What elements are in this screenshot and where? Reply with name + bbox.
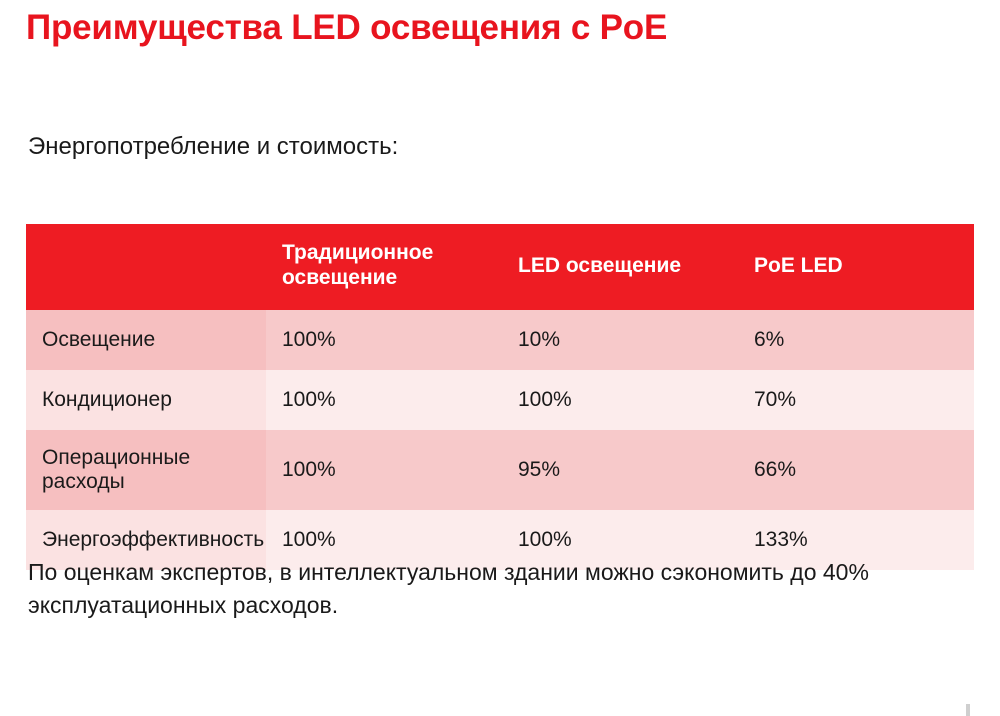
- cell-opcost-traditional: 100%: [266, 430, 502, 510]
- cell-opcost-led: 95%: [502, 430, 738, 510]
- table-row: [26, 370, 974, 430]
- footnote-text: По оценкам экспертов, в интеллектуальном здании можно сэкономить до 40% эксплуатационных расходов.: [28, 559, 869, 618]
- cell-ac-poe: 70%: [738, 370, 974, 430]
- row-label-operating-costs: Операционные расходы: [26, 430, 266, 510]
- row-label-air-conditioner: Кондиционер: [26, 370, 266, 430]
- edge-marker: [966, 704, 970, 716]
- row-label-energy-efficiency: Энергоэффективность: [26, 510, 266, 570]
- table-body: [26, 310, 974, 570]
- table-row: [26, 310, 974, 370]
- cell-ac-traditional: 100%: [266, 370, 502, 430]
- cell-efficiency-traditional: 100%: [266, 510, 502, 570]
- column-header-blank: [26, 224, 266, 310]
- table-row: [26, 430, 974, 510]
- cell-efficiency-poe: 133%: [738, 510, 974, 570]
- comparison-table-wrapper: [26, 224, 974, 570]
- page-title: Преимущества LED освещения с PoE: [26, 8, 668, 47]
- cell-lighting-traditional: 100%: [266, 310, 502, 370]
- cell-opcost-poe: 66%: [738, 430, 974, 510]
- table-header-row: [26, 224, 974, 310]
- row-label-lighting: Освещение: [26, 310, 266, 370]
- cell-efficiency-led: 100%: [502, 510, 738, 570]
- column-header-poe-led: PoE LED: [738, 224, 974, 310]
- column-header-traditional: Традиционное освещение: [266, 224, 502, 310]
- cell-lighting-led: 10%: [502, 310, 738, 370]
- column-header-led: LED освещение: [502, 224, 738, 310]
- comparison-table: [26, 224, 974, 570]
- cell-lighting-poe: 6%: [738, 310, 974, 370]
- cell-ac-led: 100%: [502, 370, 738, 430]
- section-subtitle: Энергопотребление и стоимость:: [28, 133, 399, 160]
- table-header: [26, 224, 974, 310]
